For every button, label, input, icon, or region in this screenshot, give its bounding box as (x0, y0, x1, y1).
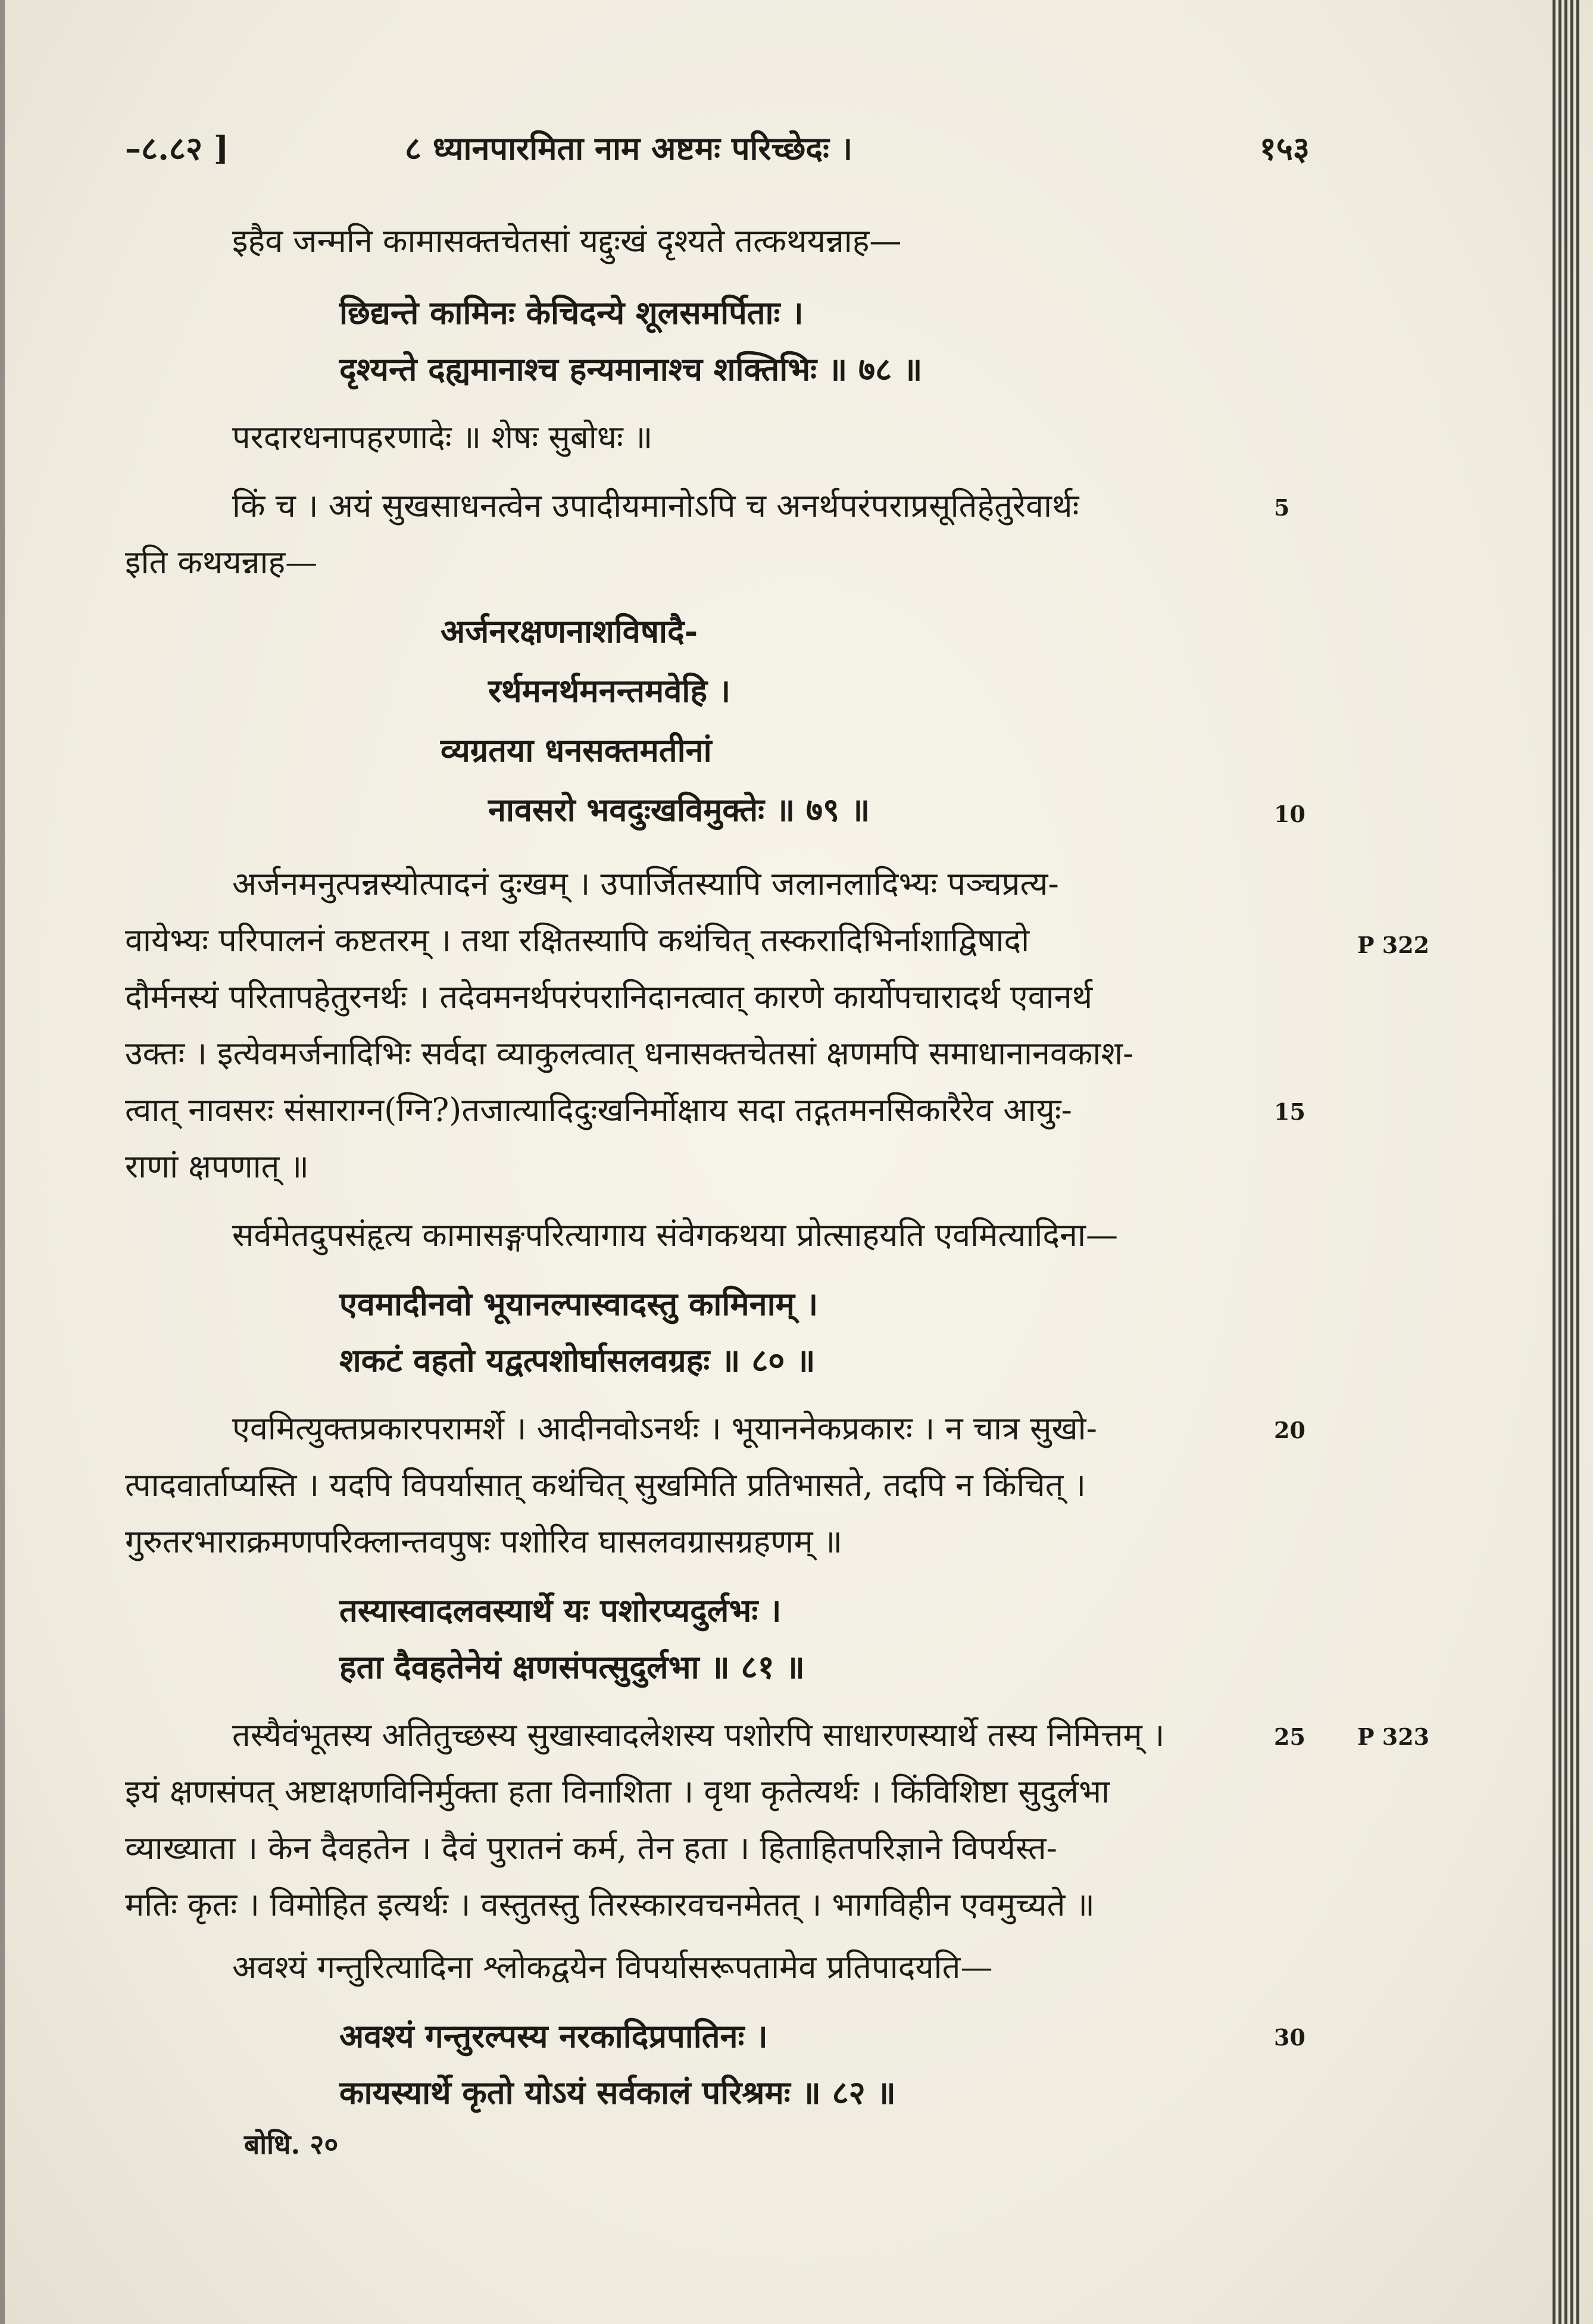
text-line: उक्तः । इत्येवमर्जनादिभिः सर्वदा व्याकुलत्वात् धनासक्तचेतसां क्षणमपि समाधानानवकाश- (125, 1035, 1134, 1072)
line-number: 30 (1274, 2024, 1305, 2051)
text-line: मतिः कृतः । विमोहित इत्यर्थः । वस्तुतस्तु तिरस्कारवचनमेतत् । भागविहीन एवमुच्यते ॥ (125, 1886, 1095, 1923)
verse-line: छिद्यन्ते कामिनः केचिदन्ये शूलसमर्पिताः । (339, 293, 804, 332)
text-line: त्पादवार्ताप्यस्ति । यदपि विपर्यासात् कथंचित् सुखमिति प्रतिभासते, तदपि न किंचित् । (125, 1466, 1086, 1504)
line-number: 15 (1274, 1098, 1305, 1125)
line-number: 20 (1274, 1417, 1305, 1444)
verse-line: नावसरो भवदुःखविमुक्तेः ॥ ७९ ॥ (488, 791, 870, 829)
text-line: अवश्यं गन्तुरित्यादिना श्लोकद्वयेन विपर्यासरूपतामेव प्रतिपादयति— (232, 1948, 993, 1986)
signature-mark: बोधि. २० (244, 2128, 339, 2160)
text-line: इहैव जन्मनि कामासक्तचेतसां यद्दुःखं दृश्यते तत्कथयन्नाह— (232, 222, 902, 260)
verse-line: अवश्यं गन्तुरल्पस्य नरकादिप्रपातिनः । (339, 2017, 768, 2055)
text-line: इयं क्षणसंपत् अष्टाक्षणविनिर्मुक्ता हता विनाशिता । वृथा कृतेत्यर्थः । किंविशिष्टा सुदुर्लभा (125, 1773, 1110, 1810)
verse-line: शकटं वहतो यद्वत्पशोर्घासलवग्रहः ॥ ८० ॥ (339, 1341, 816, 1379)
text-line: तस्यैवंभूतस्य अतितुच्छस्य सुखास्वादलेशस्य पशोरपि साधारणस्यार्थे तस्य निमित्तम् । (232, 1716, 1165, 1754)
text-line: दौर्मनस्यं परितापहेतुरनर्थः । तदेवमनर्थपरंपरानिदानत्वात् कारणे कार्योपचारादर्थ एवानर्थ (125, 978, 1093, 1016)
text-line: राणां क्षपणात् ॥ (125, 1148, 309, 1185)
page-number: १५३ (1259, 129, 1310, 167)
running-header (125, 125, 1310, 179)
margin-page-reference: P 322 (1357, 932, 1430, 958)
margin-page-reference: P 323 (1357, 1723, 1430, 1750)
line-number: 25 (1274, 1723, 1305, 1750)
text-line: इति कथयन्नाह— (125, 543, 318, 581)
verse-line: तस्यास्वादलवस्यार्थे यः पशोरप्यदुर्लभः । (339, 1591, 782, 1629)
verse-line: अर्जनरक्षणनाशविषादै- (441, 612, 698, 650)
verse-line: व्यग्रतया धनसक्तमतीनां (441, 731, 712, 769)
text-line: एवमित्युक्तप्रकारपरामर्शे । आदीनवोऽनर्थः । भूयाननेकप्रकारः । न चात्र सुखो- (232, 1410, 1097, 1447)
text-line: व्याख्याता । केन दैवहतेन । दैवं पुरातनं कर्म, तेन हता । हिताहितपरिज्ञाने विपर्यस्त- (125, 1829, 1057, 1867)
text-line: त्वात् नावसरः संसाराग्न(ग्नि?)तजात्यादिदुःखनिर्मोक्षाय सदा तद्गतमनसिकारैरेव आयुः- (125, 1091, 1072, 1129)
text-line: वायेभ्यः परिपालनं कष्टतरम् । तथा रक्षितस्यापि कथंचित् तस्करादिभिर्नाशाद्विषादो (125, 922, 1030, 959)
text-line: अर्जनमनुत्पन्नस्योत्पादनं दुःखम् । उपार्जितस्यापि जलानलादिभ्यः पञ्चप्रत्य- (232, 865, 1059, 902)
text-line: गुरुतरभाराक्रमणपरिक्लान्तवपुषः पशोरिव घासलवग्रासग्रहणम् ॥ (125, 1523, 843, 1560)
text-line: सर्वमेतदुपसंहृत्य कामासङ्गपरित्यागाय संवेगकथया प्रोत्साहयति एवमित्यादिना— (232, 1216, 1118, 1254)
binding-edge (1553, 0, 1580, 2324)
line-number: 10 (1274, 801, 1305, 827)
header-chapter-title: ८ ध्यानपारमिता नाम अष्टमः परिच्छेदः । (405, 129, 853, 167)
text-line: परदारधनापहरणादेः ॥ शेषः सुबोधः ॥ (232, 418, 653, 456)
verse-line: दृश्यन्ते दह्यमानाश्च हन्यमानाश्च शक्तिभिः ॥ ७८ ॥ (339, 350, 923, 388)
verse-line: कायस्यार्थे कृतो योऽयं सर्वकालं परिश्रमः ॥ ८२ ॥ (339, 2073, 896, 2111)
verse-line: एवमादीनवो भूयानल्पास्वादस्तु कामिनाम् । (339, 1285, 819, 1323)
verse-line: हता दैवहतेनेयं क्षणसंपत्सुदुर्लभा ॥ ८१ ॥ (339, 1648, 805, 1686)
verse-line: रर्थमनर्थमनन्तमवेहि । (488, 671, 731, 710)
line-number: 5 (1274, 494, 1290, 521)
header-verse-range: –८.८२ ] (125, 129, 229, 167)
text-line: किं च । अयं सुखसाधनत्वेन उपादीयमानोऽपि च अनर्थपरंपराप्रसूतिहेतुरेवार्थः (232, 487, 1079, 524)
page-left-edge-shadow (0, 0, 5, 2324)
